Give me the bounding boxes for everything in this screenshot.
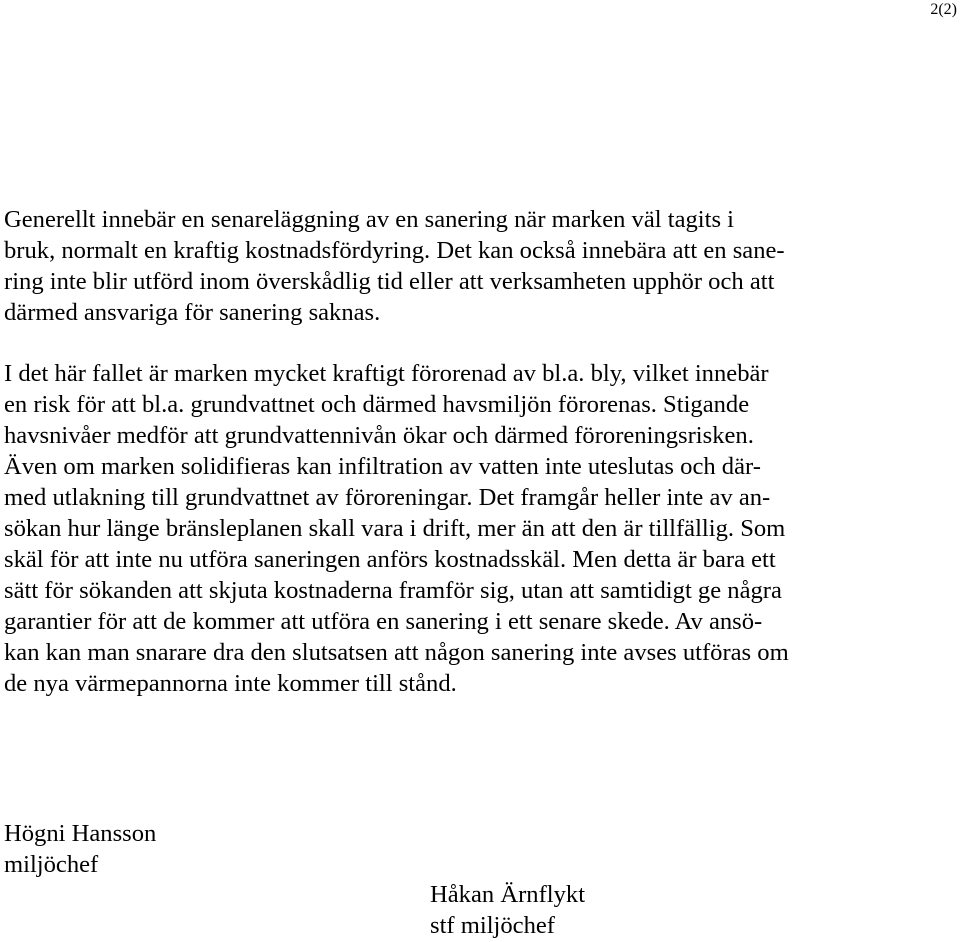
paragraph-1-line: ring inte blir utförd inom överskådlig tid eller att verksamheten upphör och att — [4, 268, 775, 295]
page-number: 2(2) — [930, 1, 957, 18]
paragraph-2-line: garantier för att de kommer att utföra en sanering i ett senare skede. Av ansö- — [4, 608, 763, 635]
signatory-2-title: stf miljöchef — [430, 912, 555, 939]
paragraph-2-line: sökan hur länge bränsleplanen skall vara i drift, mer än att den är tillfällig. Som — [4, 515, 786, 542]
paragraph-2-line: sätt för sökanden att skjuta kostnaderna framför sig, utan att samtidigt ge några — [4, 577, 782, 604]
paragraph-2-line: havsnivåer medför att grundvattennivån ökar och därmed föroreningsrisken. — [4, 422, 754, 449]
paragraph-2-line: med utlakning till grundvattnet av föroreningar. Det framgår heller inte av an- — [4, 484, 771, 511]
paragraph-2-line: Även om marken solidifieras kan infiltration av vatten inte uteslutas och där- — [4, 453, 761, 480]
paragraph-2-line: en risk för att bl.a. grundvattnet och därmed havsmiljön förorenas. Stigande — [4, 391, 750, 418]
paragraph-1-line: bruk, normalt en kraftig kostnadsfördyring. Det kan också innebära att en sane- — [4, 237, 785, 264]
paragraph-2-line: kan kan man snarare dra den slutsatsen att någon sanering inte avses utföras om — [4, 639, 789, 666]
paragraph-1-line: därmed ansvariga för sanering saknas. — [4, 299, 381, 326]
signatory-2-name: Håkan Ärnflykt — [430, 881, 586, 908]
signatory-1-name: Högni Hansson — [4, 820, 157, 847]
paragraph-2-line: de nya värmepannorna inte kommer till stånd. — [4, 670, 457, 697]
paragraph-1-line: Generellt innebär en senareläggning av en sanering när marken väl tagits i — [4, 206, 735, 233]
paragraph-2-line: I det här fallet är marken mycket kraftigt förorenad av bl.a. bly, vilket innebär — [4, 360, 769, 387]
signatory-1-title: miljöchef — [4, 851, 99, 878]
paragraph-2-line: skäl för att inte nu utföra saneringen anförs kostnadsskäl. Men detta är bara ett — [4, 546, 776, 573]
